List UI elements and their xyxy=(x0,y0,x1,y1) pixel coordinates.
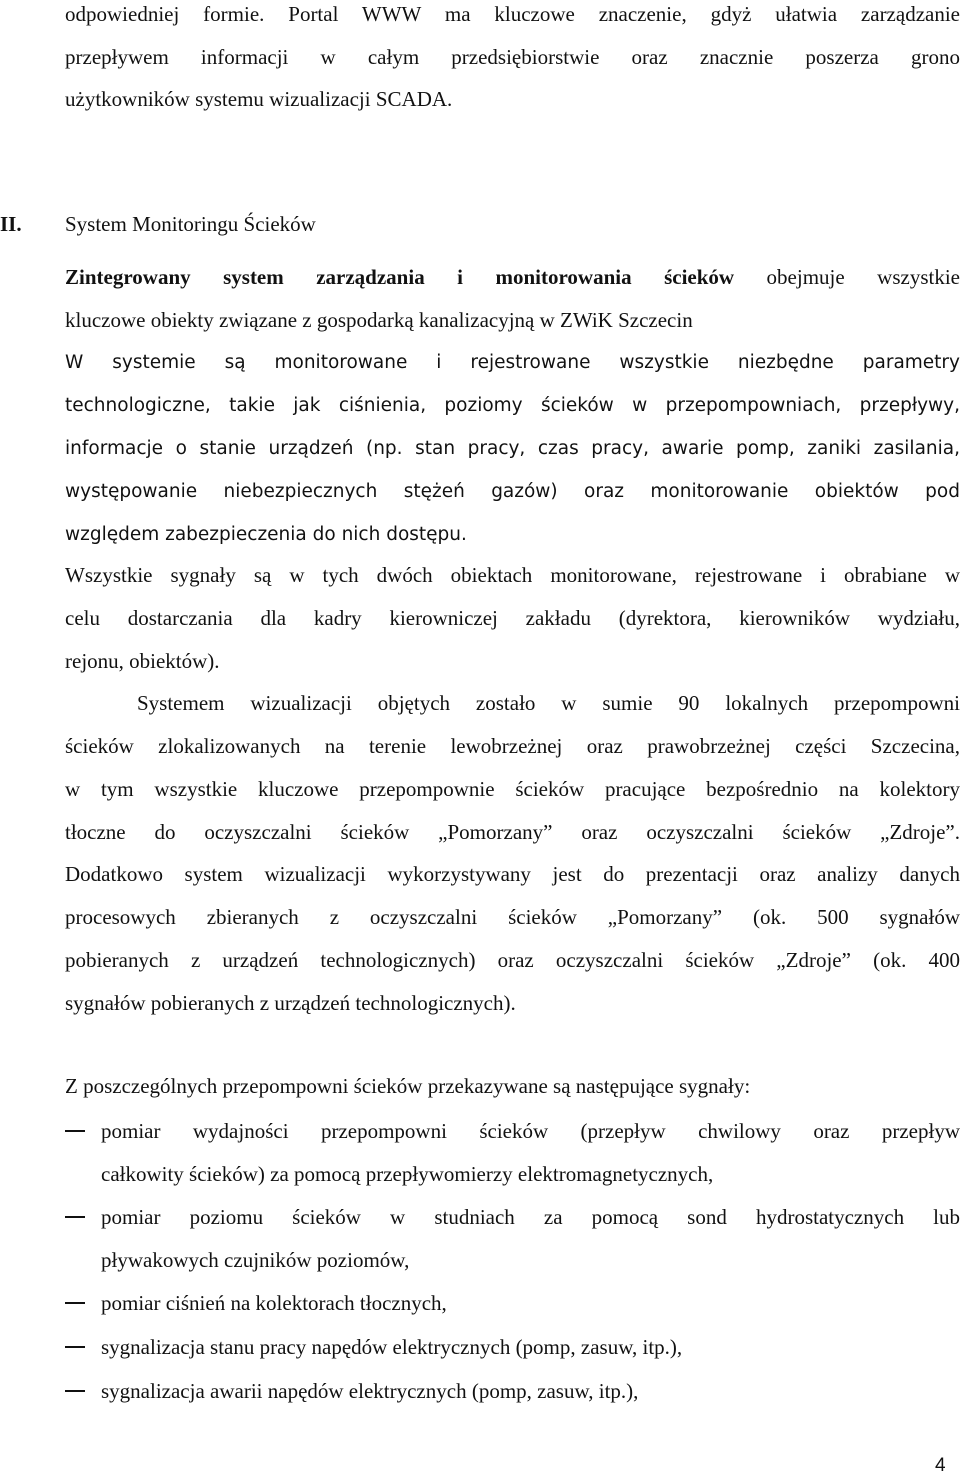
list-intro: Z poszczególnych przepompowni ścieków przekazywane są następujące sygnały: xyxy=(65,1074,751,1098)
page-number: 4 xyxy=(935,1455,946,1476)
list-item: pomiar wydajności przepompowni ścieków (przepływ chwilowy oraz przepływ xyxy=(101,1119,960,1143)
paragraph-line: informacje o stanie urządzeń (np. stan pracy, czas pracy, awarie pomp, zaniki zasilania, xyxy=(65,438,960,459)
list-item: sygnalizacja stanu pracy napędów elektrycznych (pomp, zasuw, itp.), xyxy=(101,1335,683,1359)
dash-bullet-icon xyxy=(65,1346,85,1348)
dash-bullet-icon xyxy=(65,1302,85,1304)
list-item-continuation: całkowity ścieków) za pomocą przepływomierzy elektromagnetycznych, xyxy=(101,1162,714,1186)
paragraph-line: sygnałów pobieranych z urządzeń technologicznych). xyxy=(65,991,516,1015)
paragraph-line: użytkowników systemu wizualizacji SCADA. xyxy=(65,87,453,111)
paragraph-line: przepływem informacji w całym przedsiębiorstwie oraz znacznie poszerza grono xyxy=(65,45,960,69)
paragraph-line: procesowych zbieranych z oczyszczalni ścieków „Pomorzany” (ok. 500 sygnałów xyxy=(65,905,960,929)
paragraph-line: Systemem wizualizacji objętych zostało w sumie 90 lokalnych przepompowni xyxy=(137,691,960,715)
paragraph-line: celu dostarczania dla kadry kierowniczej zakładu (dyrektora, kierowników wydziału, xyxy=(65,606,960,630)
section-number: II. xyxy=(0,212,22,236)
paragraph-line: Wszystkie sygnały są w tych dwóch obiektach monitorowane, rejestrowane i obrabiane w xyxy=(65,563,960,587)
paragraph-line: pobieranych z urządzeń technologicznych) oraz oczyszczalni ścieków „Zdroje” (ok. 400 xyxy=(65,948,960,972)
paragraph-line: Dodatkowo system wizualizacji wykorzystywany jest do prezentacji oraz analizy danych xyxy=(65,862,960,886)
paragraph-line: rejonu, obiektów). xyxy=(65,649,220,673)
dash-bullet-icon xyxy=(65,1216,85,1218)
dash-bullet-icon xyxy=(65,1390,85,1392)
paragraph-line: W systemie są monitorowane i rejestrowane wszystkie niezbędne parametry xyxy=(65,352,960,373)
list-item: sygnalizacja awarii napędów elektrycznych (pomp, zasuw, itp.), xyxy=(101,1379,639,1403)
paragraph-line: względem zabezpieczenia do nich dostępu. xyxy=(65,524,467,545)
section-title: System Monitoringu Ścieków xyxy=(65,212,316,236)
paragraph-line: ścieków zlokalizowanych na terenie lewobrzeżnej oraz prawobrzeżnej części Szczecina, xyxy=(65,734,960,758)
paragraph-line: tłoczne do oczyszczalni ścieków „Pomorzany” oraz oczyszczalni ścieków „Zdroje”. xyxy=(65,820,960,844)
dash-bullet-icon xyxy=(65,1130,85,1132)
list-item: pomiar ciśnień na kolektorach tłocznych, xyxy=(101,1291,447,1315)
paragraph-line: występowanie niebezpiecznych stężeń gazów) oraz monitorowanie obiektów pod xyxy=(65,481,960,502)
intro-line xyxy=(65,264,960,290)
list-item-continuation: pływakowych czujników poziomów, xyxy=(101,1248,410,1272)
paragraph-line: odpowiedniej formie. Portal WWW ma kluczowe znaczenie, gdyż ułatwia zarządzanie xyxy=(65,2,960,26)
intro-rest: obejmuje wszystkie xyxy=(734,265,960,289)
paragraph-line: technologiczne, takie jak ciśnienia, poziomy ścieków w przepompowniach, przepływy, xyxy=(65,395,960,416)
intro-line: kluczowe obiekty związane z gospodarką kanalizacyjną w ZWiK Szczecin xyxy=(65,308,693,332)
paragraph-line: w tym wszystkie kluczowe przepompownie ścieków pracujące bezpośrednio na kolektory xyxy=(65,777,960,801)
list-item: pomiar poziomu ścieków w studniach za pomocą sond hydrostatycznych lub xyxy=(101,1205,960,1229)
intro-bold-lead: Zintegrowany system zarządzania i monitorowania ścieków xyxy=(65,265,735,289)
